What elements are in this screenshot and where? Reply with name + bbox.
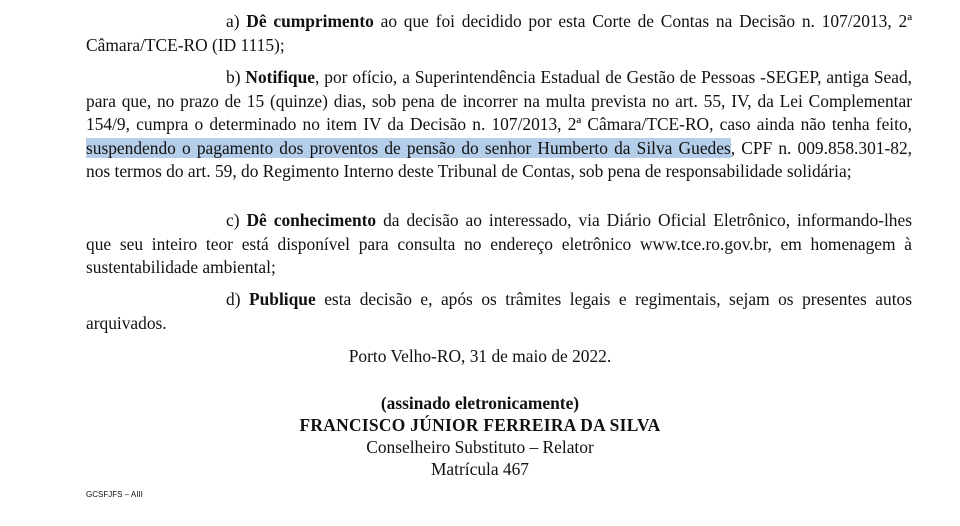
item-d: [86, 288, 912, 335]
item-b-bold: Notifique: [245, 67, 315, 87]
item-b-text1: , por ofício, a Superintendência Estadual de Gestão de Pessoas -SEGEP, antiga Sead, para que, no prazo de 15 (quinze) dias, sob pena de incorrer na multa prevista no art. 55, IV, da Lei Complementar 154/9, cumpra o determinado no item IV da Decisão n. 107/2013, 2ª Câmara/TCE-RO, caso ainda não tenha feito,: [86, 67, 912, 135]
highlighted-text: suspendendo o pagamento dos proventos de pensão do senhor Humberto da Silva Guedes: [86, 137, 731, 158]
item-b-marker: b): [226, 67, 241, 87]
item-b-text2: , CPF n. 009.858.301-82, nos termos do art. 59, do Regimento Interno deste Tribunal de Contas, sob pena de responsabilidade solidária;: [86, 137, 912, 182]
place-date: Porto Velho-RO, 31 de maio de 2022.: [348, 346, 612, 366]
item-d-bold: Publique: [249, 289, 316, 309]
signer-role: Conselheiro Substituto – Relator: [366, 437, 594, 457]
item-c-text: da decisão ao interessado, via Diário Oficial Eletrônico, informando-lhes que seu inteiro teor está disponível para consulta no endereço eletrônico www.tce.ro.gov.br, em homenagem à sustentabilidade ambiental;: [86, 210, 912, 278]
signer-registration: Matrícula 467: [430, 459, 530, 479]
signer-name: FRANCISCO JÚNIOR FERREIRA DA SILVA: [299, 415, 661, 435]
item-a: [86, 10, 912, 57]
item-b: [86, 66, 912, 184]
item-d-marker: d): [226, 289, 241, 309]
item-a-bold: Dê cumprimento: [246, 11, 374, 31]
item-c: [86, 209, 912, 280]
footer-code: GCSFJFS – AIII: [86, 490, 143, 499]
item-c-marker: c): [226, 210, 240, 230]
signature-note: (assinado eletronicamente): [380, 393, 580, 413]
item-a-marker: a): [226, 11, 240, 31]
item-d-text: esta decisão e, após os trâmites legais e regimentais, sejam os presentes autos arquivados.: [86, 289, 912, 333]
item-c-bold: Dê conhecimento: [246, 210, 377, 230]
item-a-text: ao que foi decidido por esta Corte de Contas na Decisão n. 107/2013, 2ª Câmara/TCE-RO (ID 1115);: [86, 11, 912, 55]
